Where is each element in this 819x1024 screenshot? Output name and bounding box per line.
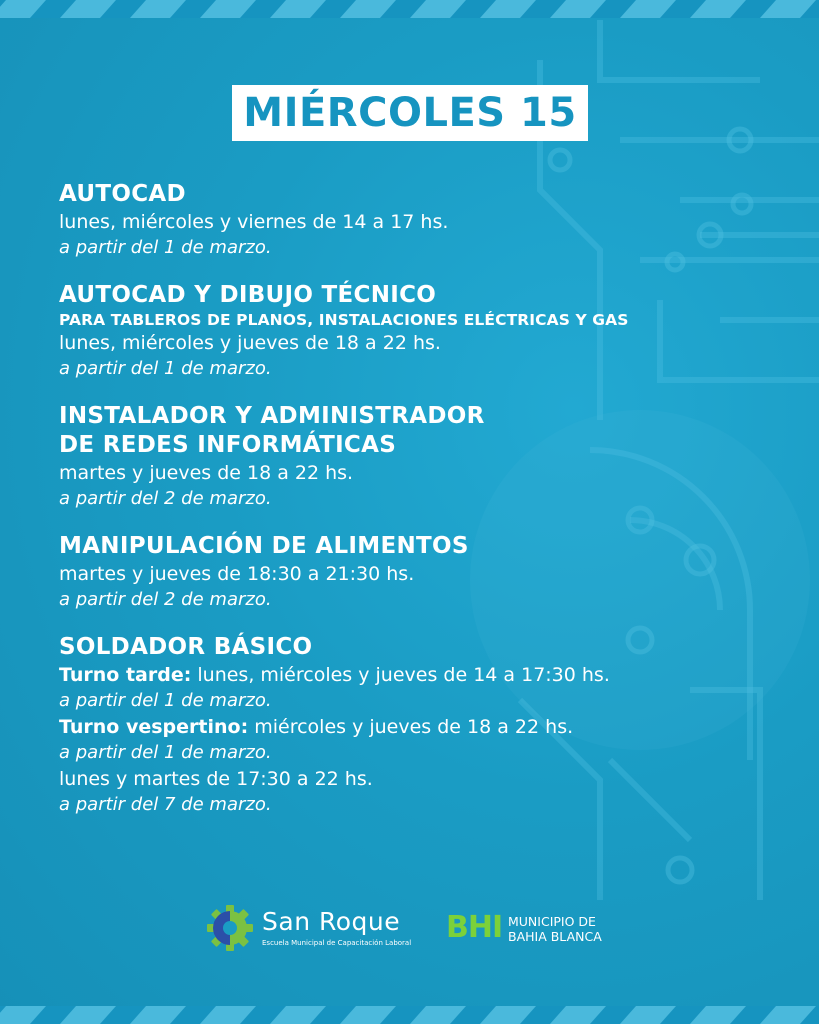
course-schedule: martes y jueves de 18 a 22 hs. — [59, 462, 354, 484]
course-start-date: a partir del 2 de marzo. — [59, 488, 272, 509]
bottom-stripe-border — [0, 1006, 819, 1024]
course-title-line-1: INSTALADOR Y ADMINISTRADOR — [59, 403, 485, 429]
course-title-line-2: DE REDES INFORMÁTICAS — [59, 432, 397, 458]
course-start-date: a partir del 7 de marzo. — [59, 794, 272, 815]
municipio-line-2: BAHIA BLANCA — [508, 929, 602, 944]
course-start-date: a partir del 1 de marzo. — [59, 742, 272, 763]
san-roque-gear-logo-icon — [206, 904, 254, 952]
course-manipulacion-alimentos — [59, 532, 759, 613]
shift-schedule: lunes, miércoles y jueves de 14 a 17:30 hs. — [191, 664, 610, 686]
course-subtitle: PARA TABLEROS DE PLANOS, INSTALACIONES ELÉCTRICAS Y GAS — [59, 311, 629, 329]
shift-label: Turno vespertino: — [59, 716, 249, 738]
course-schedule: lunes, miércoles y viernes de 14 a 17 hs. — [59, 211, 449, 233]
course-schedule-turno-vespertino — [59, 714, 759, 740]
course-start-date: a partir del 1 de marzo. — [59, 237, 272, 258]
san-roque-name: San Roque — [262, 907, 401, 936]
bhi-logo-mark: BHI — [446, 910, 503, 945]
top-stripe-border — [0, 0, 819, 18]
course-title: AUTOCAD Y DIBUJO TÉCNICO — [59, 282, 437, 308]
course-schedule: lunes, miércoles y jueves de 18 a 22 hs. — [59, 332, 441, 354]
course-start-date: a partir del 1 de marzo. — [59, 358, 272, 379]
municipio-line-1: MUNICIPIO DE — [508, 914, 596, 929]
title-banner — [232, 85, 588, 141]
course-title: AUTOCAD — [59, 181, 186, 207]
municipio-name — [508, 914, 602, 944]
course-title: SOLDADOR BÁSICO — [59, 634, 313, 660]
course-list — [59, 180, 759, 838]
course-start-date: a partir del 1 de marzo. — [59, 690, 272, 711]
course-autocad-dibujo-tecnico — [59, 281, 759, 382]
page-title: MIÉRCOLES 15 — [243, 90, 577, 136]
shift-schedule: miércoles y jueves de 18 a 22 hs. — [248, 716, 574, 738]
san-roque-subtitle: Escuela Municipal de Capacitación Laboral — [262, 939, 412, 947]
course-start-date: a partir del 2 de marzo. — [59, 589, 272, 610]
course-title: MANIPULACIÓN DE ALIMENTOS — [59, 533, 469, 559]
footer-logos — [0, 900, 819, 960]
course-redes-informaticas — [59, 402, 759, 512]
course-schedule: lunes y martes de 17:30 a 22 hs. — [59, 768, 373, 790]
course-soldador-basico — [59, 633, 759, 818]
course-autocad — [59, 180, 759, 261]
course-schedule-turno-tarde — [59, 662, 759, 688]
shift-label: Turno tarde: — [59, 664, 192, 686]
course-schedule: martes y jueves de 18:30 a 21:30 hs. — [59, 563, 415, 585]
